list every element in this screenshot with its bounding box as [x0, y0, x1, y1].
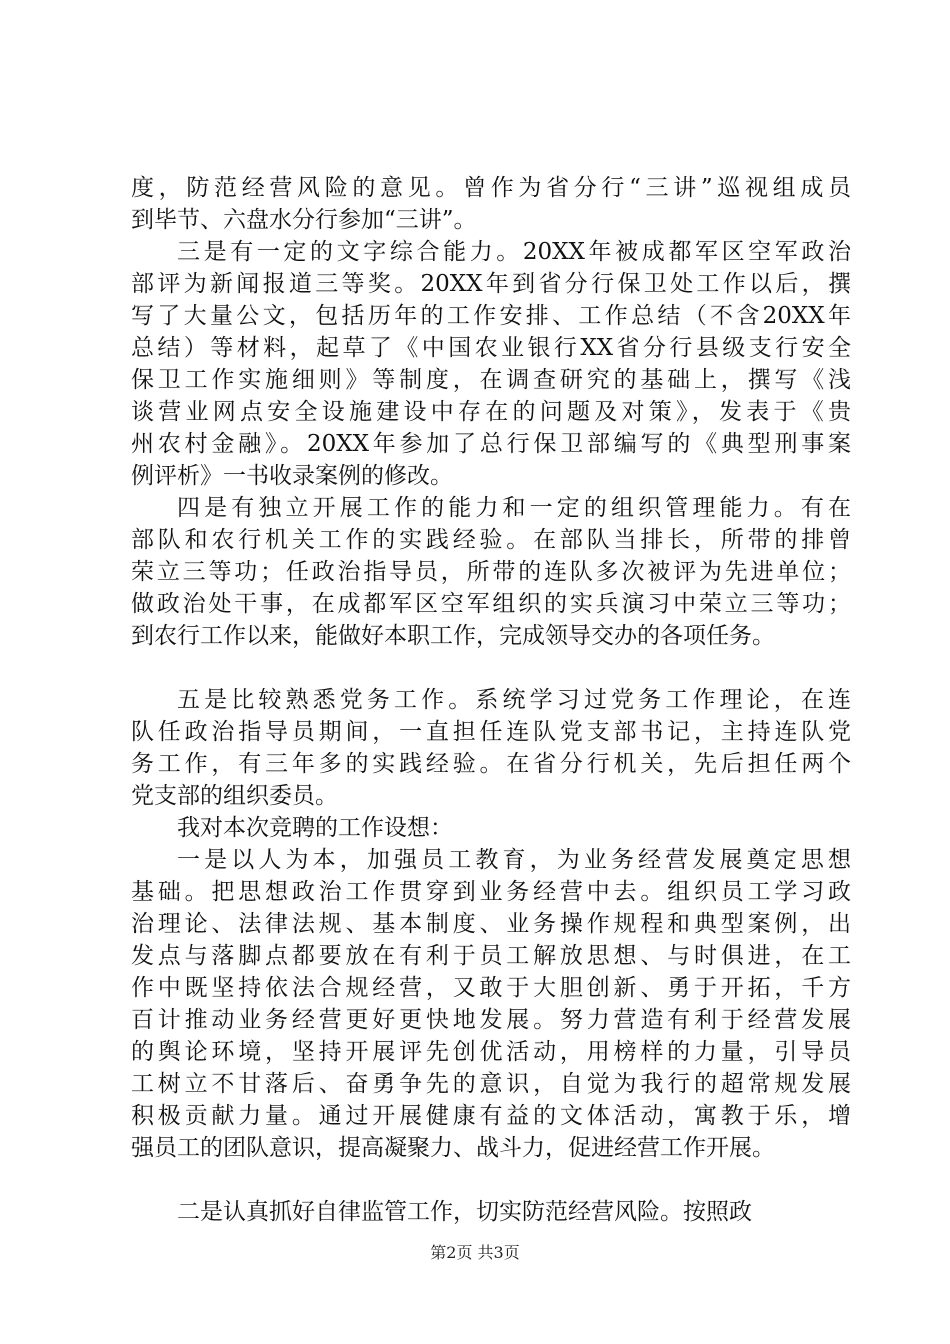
text-line: 队任政治指导员期间，一直担任连队党支部书记，主持连队党 [131, 719, 851, 745]
text-line: 四是有独立开展工作的能力和一定的组织管理能力。有在 [177, 495, 851, 521]
text-line: 积极贡献力量。通过开展健康有益的文体活动，寓教于乐，增 [131, 1103, 851, 1129]
text-line: 度，防范经营风险的意见。曾作为省分行“三讲”巡视组成员 [131, 175, 851, 201]
text-line: 写了大量公文，包括历年的工作安排、工作总结（不含20XX年 [131, 303, 851, 329]
text-line: 工树立不甘落后、奋勇争先的意识，自觉为我行的超常规发展 [131, 1071, 851, 1097]
paragraph-p6 [131, 1196, 851, 1228]
text-line: 州农村金融》。20XX年参加了总行保卫部编写的《典型刑事案 [131, 431, 851, 457]
text-line: 我对本次竞聘的工作设想： [177, 815, 453, 841]
paragraph-p4 [131, 812, 851, 844]
text-line: 治理论、法律法规、基本制度、业务操作规程和典型案例，出 [131, 911, 851, 937]
text-line: 一是以人为本，加强员工教育，为业务经营发展奠定思想 [177, 847, 851, 873]
paragraph-gap [131, 1164, 851, 1196]
text-line: 到农行工作以来，能做好本职工作，完成领导交办的各项任务。 [131, 623, 775, 649]
text-line: 百计推动业务经营更好更快地发展。努力营造有利于经营发展 [131, 1007, 851, 1033]
text-line: 部队和农行机关工作的实践经验。在部队当排长，所带的排曾 [131, 527, 851, 553]
text-line: 基础。把思想政治工作贯穿到业务经营中去。组织员工学习政 [131, 879, 851, 905]
text-line: 的舆论环境，坚持开展评先创优活动，用榜样的力量，引导员 [131, 1039, 851, 1065]
paragraph-p2 [131, 492, 851, 652]
text-line: 做政治处干事，在成都军区空军组织的实兵演习中荣立三等功； [131, 591, 851, 617]
paragraph-p0 [131, 172, 851, 236]
text-line: 发点与落脚点都要放在有利于员工解放思想、与时俱进，在工 [131, 943, 851, 969]
text-line: 保卫工作实施细则》等制度，在调查研究的基础上，撰写《浅 [131, 367, 851, 393]
page-footer: 第2页 共3页 [430, 1243, 520, 1262]
paragraph-p5 [131, 844, 851, 1164]
text-line: 谈营业网点安全设施建设中存在的问题及对策》，发表于《贵 [131, 399, 851, 425]
text-line: 到毕节、六盘水分行参加“三讲”。 [131, 207, 477, 233]
text-line: 务工作，有三年多的实践经验。在省分行机关，先后担任两个 [131, 751, 851, 777]
paragraph-p1 [131, 236, 851, 492]
text-line: 部评为新闻报道三等奖。20XX年到省分行保卫处工作以后，撰 [131, 271, 851, 297]
document-body [131, 172, 851, 1228]
text-line: 例评析》一书收录案例的修改。 [131, 463, 453, 489]
paragraph-p3 [131, 684, 851, 812]
text-line: 总结）等材料，起草了《中国农业银行XX省分行县级支行安全 [131, 335, 851, 361]
text-line: 五是比较熟悉党务工作。系统学习过党务工作理论，在连 [177, 687, 851, 713]
text-line: 二是认真抓好自律监管工作，切实防范经营风险。按照政 [177, 1199, 752, 1225]
paragraph-gap [131, 652, 851, 684]
text-line: 荣立三等功；任政治指导员，所带的连队多次被评为先进单位； [131, 559, 851, 585]
text-line: 强员工的团队意识，提高凝聚力、战斗力，促进经营工作开展。 [131, 1135, 775, 1161]
text-line: 作中既坚持依法合规经营，又敢于大胆创新、勇于开拓，千方 [131, 975, 851, 1001]
text-line: 三是有一定的文字综合能力。20XX年被成都军区空军政治 [177, 239, 851, 265]
text-line: 党支部的组织委员。 [131, 783, 338, 809]
